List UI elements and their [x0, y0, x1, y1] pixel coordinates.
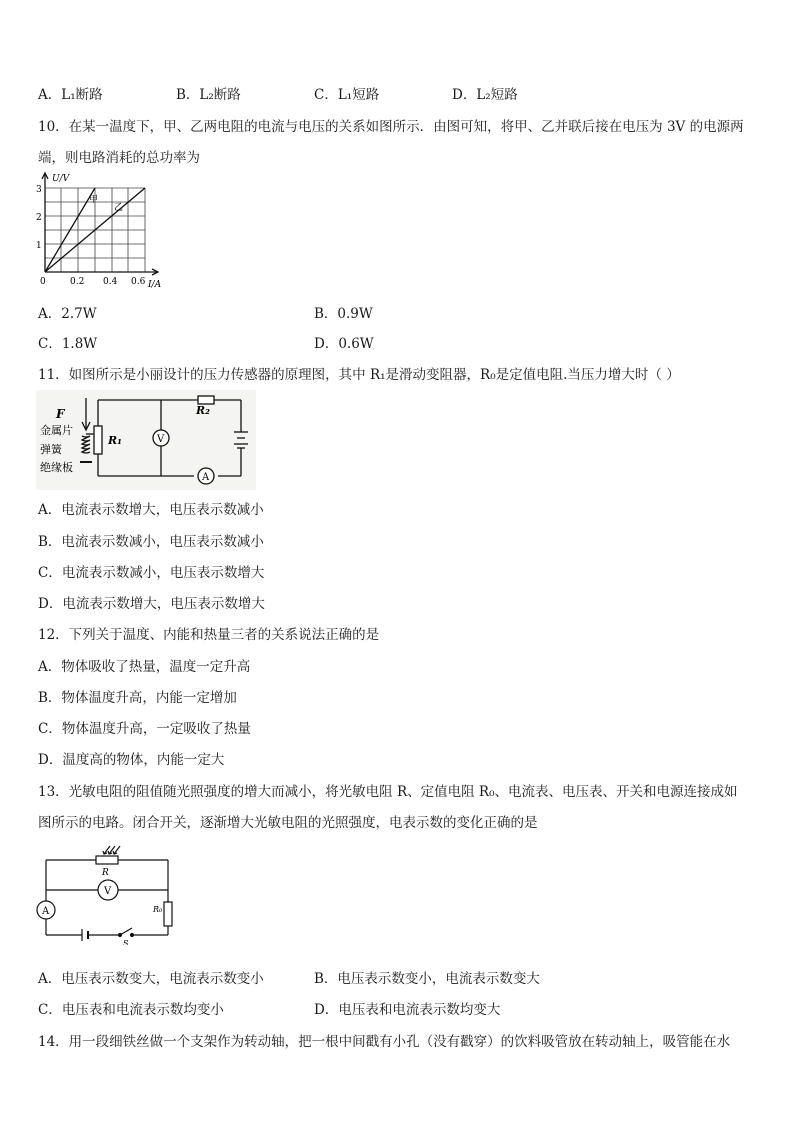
force-label: F — [56, 407, 65, 421]
q13-stem-line1: 13．光敏电阻的阻值随光照强度的增大而减小，将光敏电阻 R、定值电阻 R₀、电流表、电压表、开关和电源连接成如 — [38, 784, 738, 800]
q13-option-c: C．电压表和电流表示数均变小 — [38, 1002, 224, 1018]
q14-stem-line1: 14．用一段细铁丝做一个支架作为转动轴，把一根中间戳有小孔（没有戳穿）的饮料吸管放在转动轴上，吸管能在水 — [38, 1034, 731, 1050]
q9-option-d: D．L₂短路 — [452, 87, 518, 103]
y-tick-2: 2 — [36, 213, 42, 223]
q12-option-a: A．物体吸收了热量，温度一定升高 — [38, 659, 251, 675]
x-tick-0.6: 0.6 — [131, 277, 146, 287]
y-tick-3: 3 — [36, 185, 42, 195]
spring-label: 弹簧 — [40, 443, 62, 456]
r2-label: R₂ — [196, 404, 210, 417]
r-label: R — [102, 868, 109, 878]
q10-option-d: D．0.6W — [314, 336, 374, 352]
q11-pressure-sensor-circuit — [36, 390, 256, 490]
x-tick-0.4: 0.4 — [103, 277, 118, 287]
q12-option-c: C．物体温度升高，一定吸收了热量 — [38, 721, 251, 737]
insulator-label: 绝缘板 — [40, 461, 73, 474]
q12-option-b: B．物体温度升高，内能一定增加 — [38, 690, 237, 706]
q10-option-a: A．2.7W — [38, 306, 97, 322]
metal-plate-label: 金属片 — [40, 424, 73, 437]
switch-label: S — [123, 939, 129, 945]
label-jia: 甲 — [89, 195, 99, 205]
q13-option-b: B．电压表示数变小，电流表示数变大 — [314, 971, 540, 987]
q11-option-c: C．电流表示数减小，电压表示数增大 — [38, 565, 265, 581]
q10-option-c: C．1.8W — [38, 336, 98, 352]
q13-stem-line2: 图所示的电路。闭合开关，逐渐增大光敏电阻的光照强度，电表示数的变化正确的是 — [38, 815, 538, 831]
q9-option-a: A．L₁断路 — [38, 87, 103, 103]
q11-stem: 11．如图所示是小丽设计的压力传感器的原理图，其中 R₁是滑动变阻器，R₀是定值电阻.当压力增大时（ ） — [38, 367, 680, 383]
q10-iu-graph — [30, 168, 175, 293]
q9-option-b: B．L₂断路 — [176, 87, 241, 103]
voltmeter-label: V — [157, 434, 165, 445]
label-yi: 乙 — [114, 203, 124, 213]
q11-option-b: B．电流表示数减小，电压表示数减小 — [38, 534, 264, 550]
q9-option-c: C．L₁短路 — [314, 87, 380, 103]
q10-option-b: B．0.9W — [314, 306, 373, 322]
q13-photoresistor-circuit — [34, 840, 184, 945]
x-tick-0: 0 — [40, 277, 46, 287]
x-tick-0.2: 0.2 — [70, 277, 85, 287]
ammeter-label: A — [202, 472, 210, 483]
ammeter-label: A — [42, 906, 50, 917]
q13-option-d: D．电压表和电流表示数均变大 — [314, 1002, 501, 1018]
q11-option-d: D．电流表示数增大，电压表示数增大 — [38, 596, 265, 612]
voltmeter-label: V — [104, 886, 112, 897]
q13-option-a: A．电压表示数变大，电流表示数变小 — [38, 971, 264, 987]
y-tick-1: 1 — [36, 241, 42, 251]
r1-label: R₁ — [108, 434, 122, 447]
y-axis-label: U/V — [52, 174, 70, 184]
r0-label: R₀ — [153, 905, 163, 914]
q11-option-a: A．电流表示数增大，电压表示数减小 — [38, 502, 264, 518]
x-axis-label: I/A — [148, 280, 162, 290]
q12-option-d: D．温度高的物体，内能一定大 — [38, 752, 225, 768]
q10-stem-line1: 10．在某一温度下，甲、乙两电阻的电流与电压的关系如图所示．由图可知，将甲、乙并联后接在电压为 3V 的电源两 — [38, 119, 744, 135]
q10-stem-line2: 端，则电路消耗的总功率为 — [38, 150, 200, 166]
q12-stem: 12．下列关于温度、内能和热量三者的关系说法正确的是 — [38, 627, 380, 643]
